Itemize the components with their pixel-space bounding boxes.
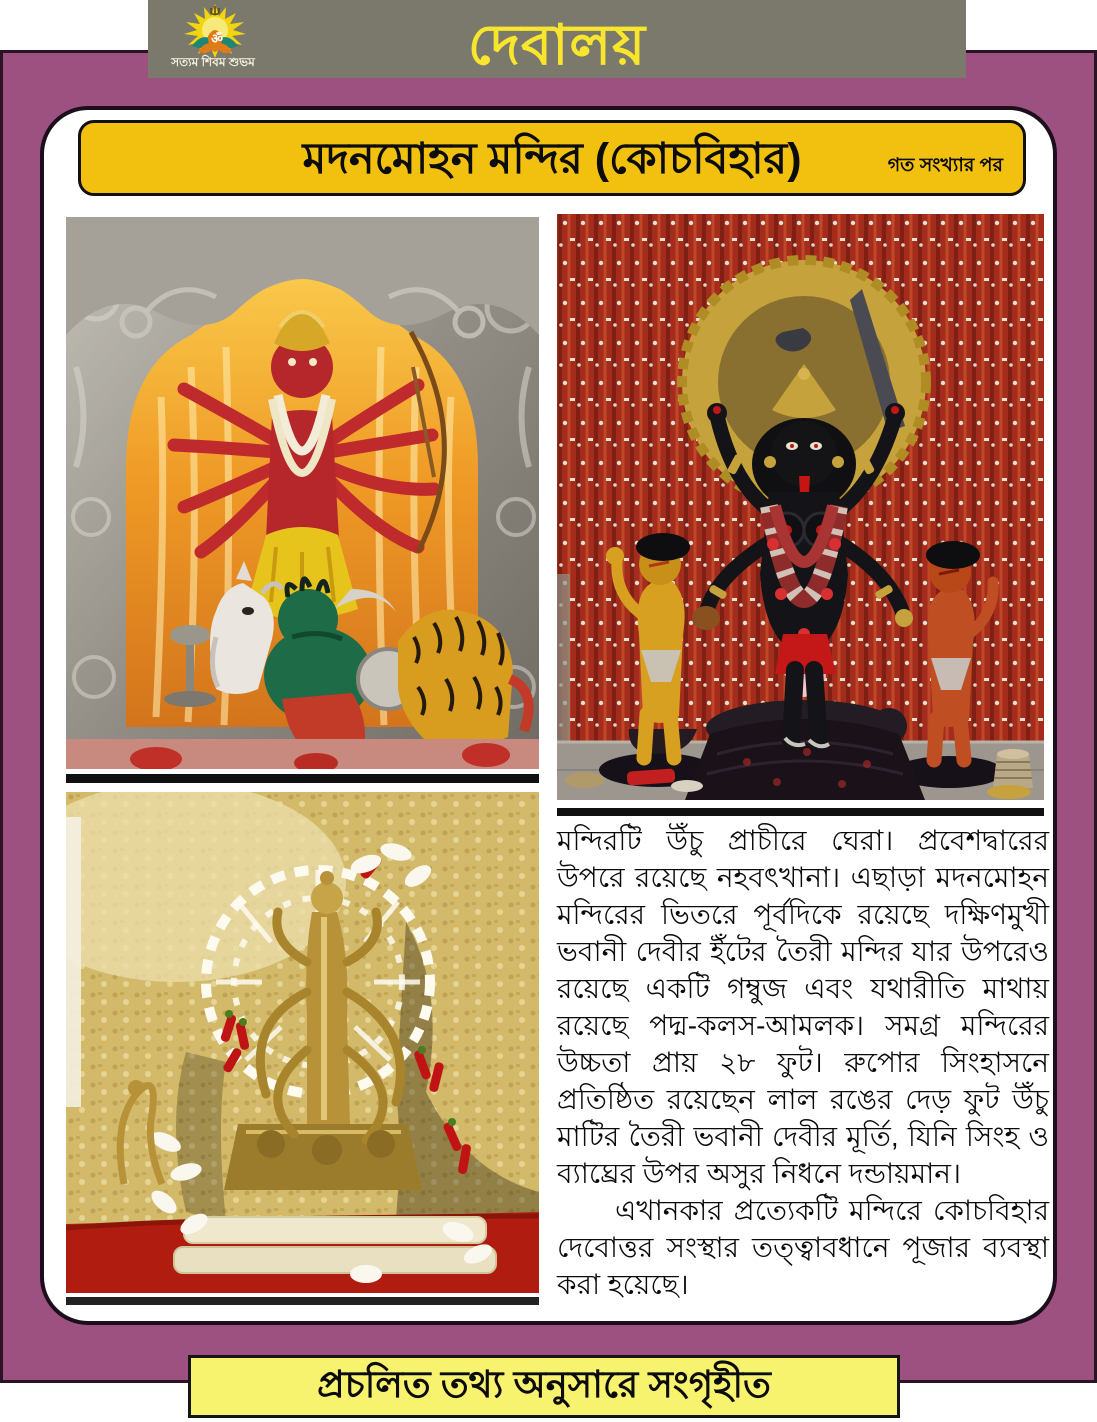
om-icon: ॐ: [211, 31, 223, 46]
photo-bhavani-devi-idol: [66, 217, 539, 769]
masthead-title: দেবালয়: [467, 13, 647, 76]
separator-rule: [66, 1297, 539, 1305]
photo-brass-idol: [66, 792, 539, 1293]
article-title: মদনমোহন মন্দির (কোচবিহার): [302, 135, 802, 183]
footer-banner: [188, 1355, 900, 1418]
content-card: [40, 106, 1057, 1325]
article-body: [557, 822, 1049, 1303]
article-title-bar: [78, 120, 1026, 196]
separator-rule: [66, 774, 539, 783]
body-paragraph-2: এখানকার প্রত্যেকটি মন্দিরে কোচবিহার দেবোত্তর সংস্থার তত্ত্বাবধানে পূজার ব্যবস্থা করা হয়েছে।: [557, 1195, 1049, 1300]
body-paragraph-1: মন্দিরটি উঁচু প্রাচীরে ঘেরা। প্রবেশদ্বারের উপরে রয়েছে নহবৎখানা। এছাড়া মদনমোহন মন্দিরের ভিতরে পূর্বদিকে রয়েছে দক্ষিণমুখী ভবানী দেবীর ইঁটের তৈরী মন্দির যার উপরেও রয়েছে একটি গম্বুজ এবং যথারীতি মাথায় রয়েছে পদ্ম-কলস-আমলক। সমগ্র মন্দিরের উচ্চতা প্রায় ২৮ ফুট। রুপোর সিংহাসনে প্রতিষ্ঠিত রয়েছেন লাল রঙের দেড় ফুট উঁচু মাটির তৈরী ভবানী দেবীর মূর্তি, যিনি সিংহ ও ব্যাঘ্রের উপর অসুর নিধনে দন্ডায়মান।: [557, 825, 1049, 1189]
footer-text: প্রচলিত তথ্য অনুসারে সংগৃহীত: [317, 1364, 771, 1405]
logo-caption: সত্যম শিবম শুভম: [171, 55, 255, 69]
masthead: [148, 0, 966, 78]
photo-kali-idol: [557, 214, 1044, 800]
separator-rule: [557, 808, 1044, 816]
continuation-note: গত সংখ্যার পর: [887, 155, 1003, 176]
